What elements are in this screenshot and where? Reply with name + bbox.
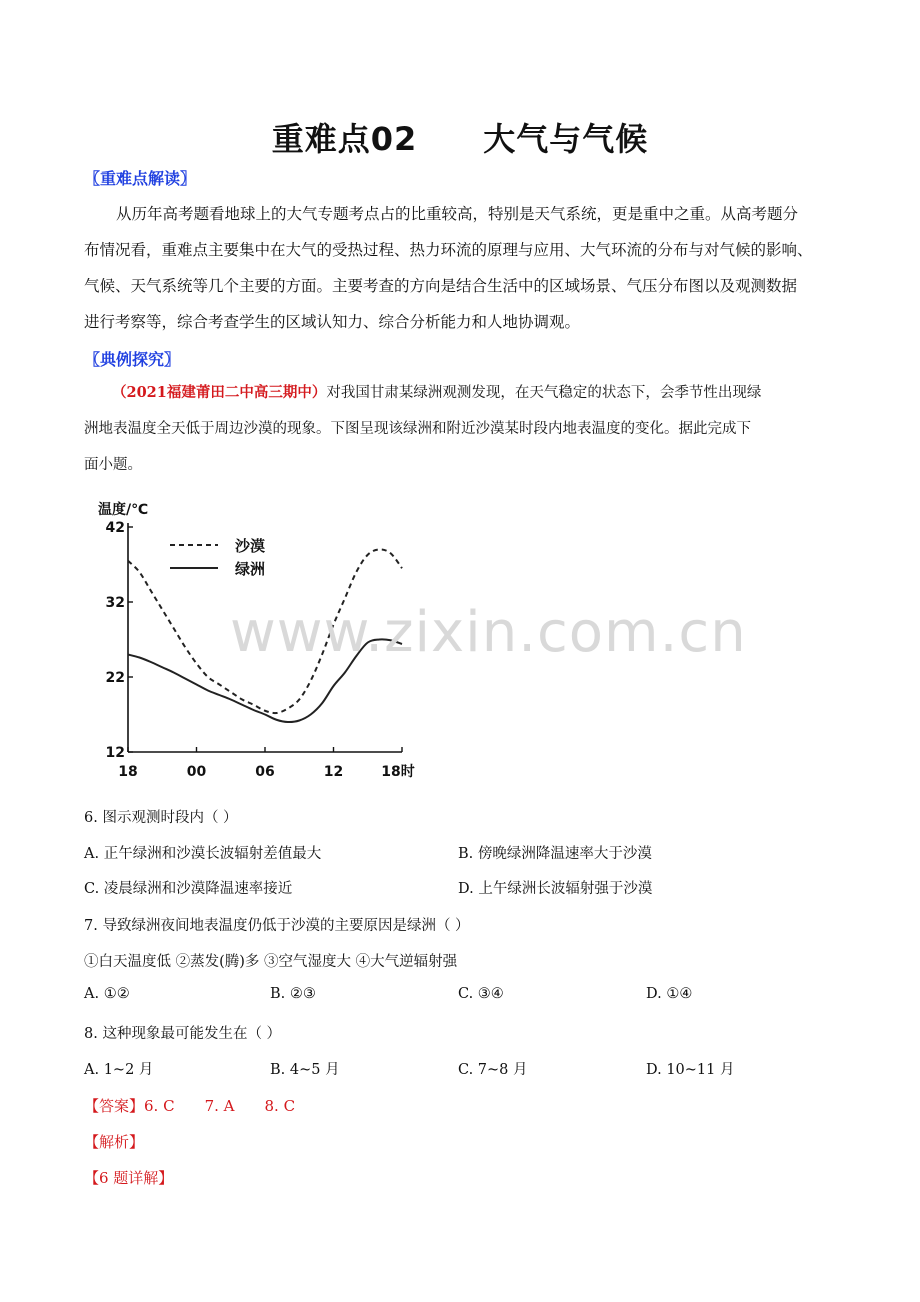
- question-6-stem: 6. 图示观测时段内（ ）: [84, 810, 238, 826]
- q8-option-c[interactable]: C. 7~8 月: [458, 1062, 528, 1078]
- x-tick-label: 12: [323, 764, 344, 780]
- y-tick-label: 22: [105, 670, 125, 686]
- q7-option-d[interactable]: D. ①④: [646, 986, 693, 1002]
- question-7-stem: 7. 导致绿洲夜间地表温度仍低于沙漠的主要原因是绿洲（ ）: [84, 918, 470, 934]
- example-line-2: 洲地表温度全天低于周边沙漠的现象。下图呈现该绿洲和附近沙漠某时段内地表温度的变化。据此完成下: [84, 421, 751, 437]
- q6-option-d[interactable]: D. 上午绿洲长波辐射强于沙漠: [458, 881, 653, 897]
- page-title: [0, 114, 920, 160]
- y-tick-label: 12: [105, 745, 125, 761]
- q6-option-b[interactable]: B. 傍晚绿洲降温速率大于沙漠: [458, 846, 652, 862]
- example-line-1: [84, 375, 864, 411]
- q6-option-a[interactable]: A. 正午绿洲和沙漠长波辐射差值最大: [84, 846, 322, 862]
- detail-6-heading: 【6 题详解】: [84, 1169, 174, 1187]
- paragraph-line: 进行考察等，综合考查学生的区域认知力、综合分析能力和人地协调观。: [84, 313, 581, 331]
- section-heading-examples: 〖典例探究〗: [84, 350, 181, 369]
- answer-8: 8. C: [264, 1097, 296, 1115]
- title-part2: 大气与气候: [483, 120, 649, 158]
- interpretation-paragraph: [84, 196, 844, 340]
- x-tick-label: 18: [118, 764, 138, 780]
- x-tick-label: 06: [255, 764, 275, 780]
- x-tick-label: 18时: [381, 764, 415, 780]
- example-text: 对我国甘肃某绿洲观测发现，在天气稳定的状态下，会季节性出现绿: [326, 385, 762, 401]
- paragraph-line: 气候、天气系统等几个主要的方面。主要考查的方向是结合生活中的区域场景、气压分布图以及观测数据: [84, 277, 798, 295]
- example-paragraph: [84, 375, 864, 483]
- y-axis-label: 温度/℃: [98, 502, 149, 518]
- paragraph-line: 布情况看，重难点主要集中在大气的受热过程、热力环流的原理与应用、大气环流的分布与对气候的影响、: [84, 241, 813, 259]
- example-line-3: 面小题。: [84, 457, 142, 473]
- section-heading-interpretation: 〖重难点解读〗: [84, 169, 197, 188]
- answer-label: 【答案】: [84, 1097, 145, 1115]
- answer-line: [84, 1095, 295, 1116]
- q8-option-d[interactable]: D. 10~11 月: [646, 1062, 735, 1078]
- q7-option-b[interactable]: B. ②③: [270, 986, 316, 1002]
- paragraph-line: 从历年高考题看地球上的大气专题考点占的比重较高，特别是天气系统，更是重中之重。从高考题分: [116, 205, 799, 223]
- legend-label: 沙漠: [235, 537, 266, 555]
- y-tick-label: 42: [105, 520, 125, 536]
- legend-label: 绿洲: [235, 560, 266, 578]
- watermark: www.zixin.com.cn: [230, 600, 747, 665]
- q8-option-b[interactable]: B. 4~5 月: [270, 1062, 340, 1078]
- title-part1: 重难点02: [271, 120, 418, 158]
- question-8-stem: 8. 这种现象最可能发生在（ ）: [84, 1026, 282, 1042]
- q7-option-a[interactable]: A. ①②: [84, 986, 130, 1002]
- q7-option-c[interactable]: C. ③④: [458, 986, 504, 1002]
- answer-6: 6. C: [144, 1097, 175, 1115]
- y-tick-label: 32: [105, 595, 125, 611]
- question-source: （2021福建莆田二中高三期中）: [112, 384, 327, 401]
- q8-option-a[interactable]: A. 1~2 月: [84, 1062, 154, 1078]
- question-7-items: ①白天温度低 ②蒸发(腾)多 ③空气湿度大 ④大气逆辐射强: [84, 954, 458, 970]
- x-tick-label: 00: [186, 764, 207, 780]
- analysis-heading: 【解析】: [84, 1133, 145, 1151]
- q6-option-c[interactable]: C. 凌晨绿洲和沙漠降温速率接近: [84, 881, 293, 897]
- answer-7: 7. A: [204, 1097, 235, 1115]
